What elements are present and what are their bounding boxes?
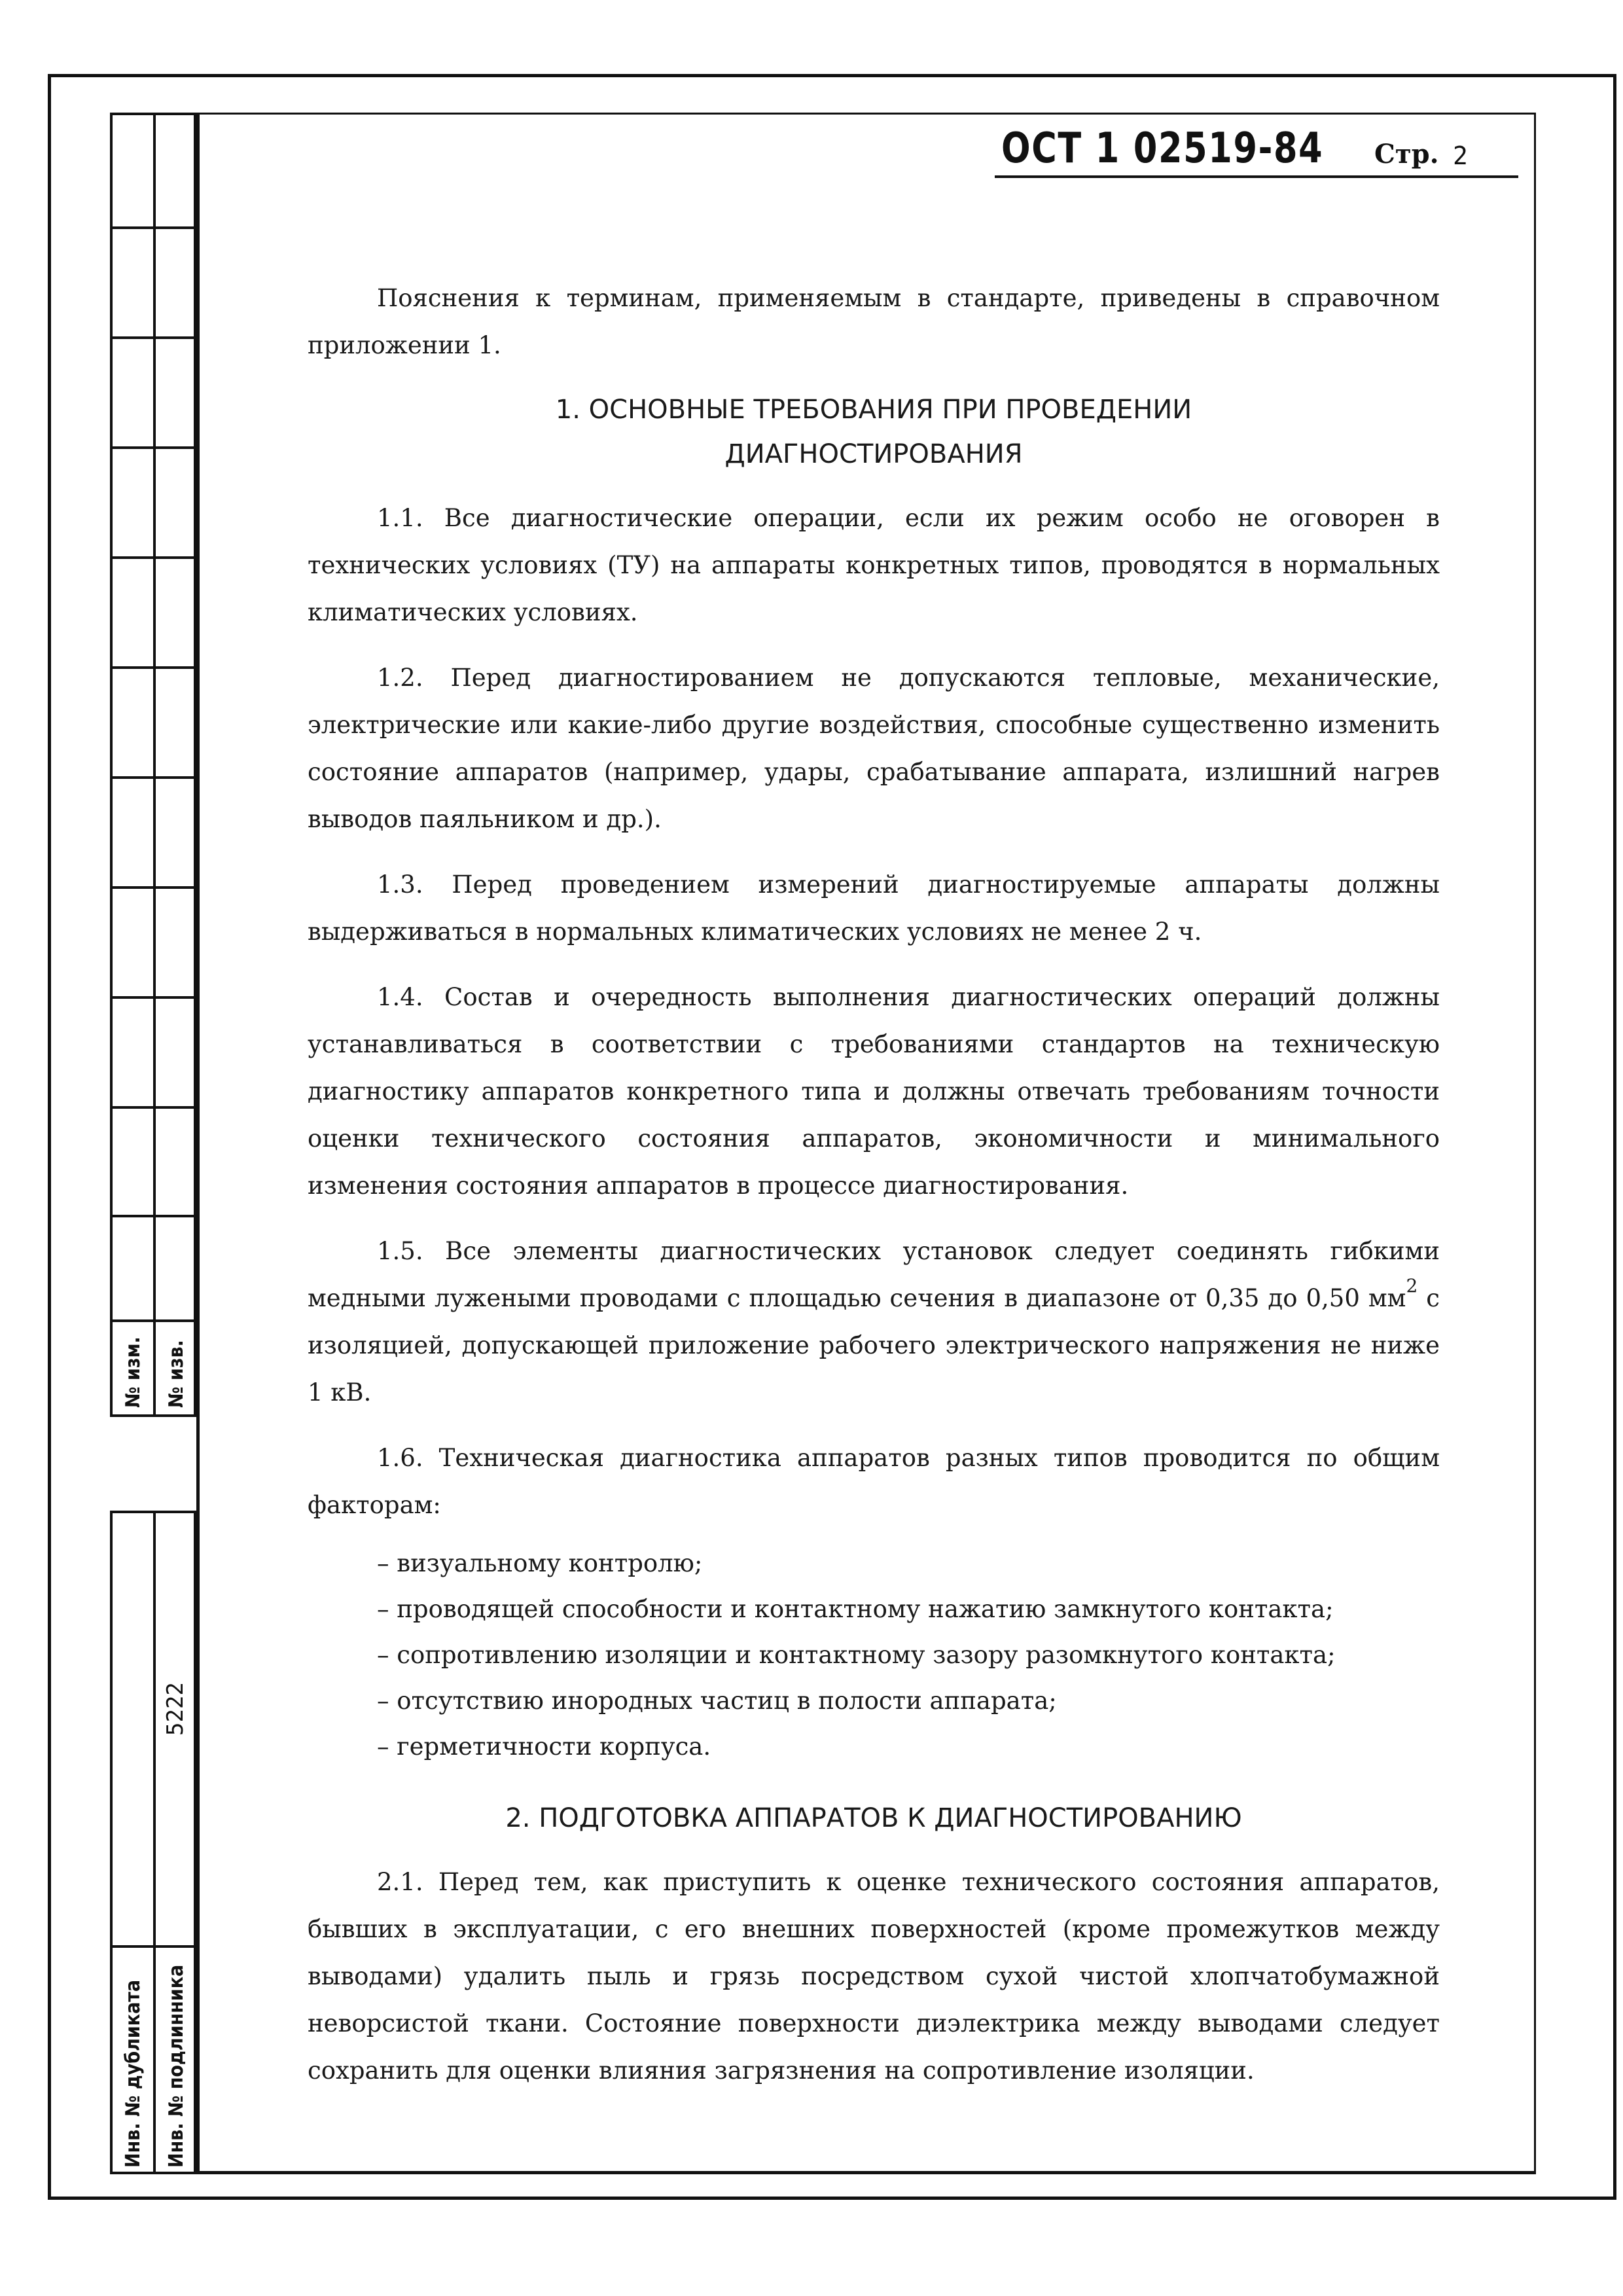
strip-row-line — [113, 1106, 194, 1109]
strip-row-line — [113, 666, 194, 669]
section-1-title-line1: 1. ОСНОВНЫЕ ТРЕБОВАНИЯ ПРИ ПРОВЕДЕНИИ — [555, 395, 1192, 425]
strip-row-line — [113, 1945, 194, 1948]
strip-row-line — [113, 556, 194, 559]
paragraph-1-2: 1.2. Перед диагностированием не допускаются тепловые, механические, электрические или какие-либо другие воздействия, способные существенно изменить состояние аппаратов (например, удары, срабатывание аппарата, излишний нагрев выводов паяльником и др.). — [308, 664, 1440, 833]
page-label: Стр. — [1374, 139, 1439, 170]
document-code: ОСТ 1 02519-84 — [1001, 124, 1324, 173]
list-item: – отсутствию инородных частиц в полости аппарата; — [377, 1687, 1057, 1715]
document-header — [1001, 124, 1518, 177]
strip-row-line — [113, 1319, 194, 1322]
paragraph-2-1: 2.1. Перед тем, как приступить к оценке технического состояния аппаратов, бывших в эксплуатации, с его внешних поверхностей (кроме промежутков между выводами) удалить пыль и грязь посредством сухой чистой хлопчатобумажной неворсистой ткани. Состояние поверхности диэлектрика между выводами следует сохранить для оценки влияния загрязнения на сопротивление изоляции. — [308, 1868, 1440, 2085]
paragraph-1-5-part-a: 1.5. Все элементы диагностических установок следует соединять гибкими медными лужеными проводами с площадью сечения в диапазоне от 0,35 до 0,50 мм — [308, 1237, 1440, 1312]
strip-row-line — [113, 886, 194, 889]
paragraph-1-5-part-b: с изоляцией, допускающей приложение рабочего электрического напряжения не ниже 1 кВ. — [308, 1284, 1440, 1407]
label-no-izm: № изм. — [122, 1336, 145, 1408]
label-inv-original: Инв. № подлинника — [165, 1964, 188, 2168]
header-underline — [995, 175, 1518, 178]
section-1-title-line2: ДИАГНОСТИРОВАНИЯ — [724, 439, 1023, 469]
strip-divider — [153, 115, 156, 1414]
paragraph-1-3: 1.3. Перед проведением измерений диагностируемые аппараты должны выдерживаться в нормальных климатических условиях не менее 2 ч. — [308, 870, 1440, 946]
strip-row-line — [113, 996, 194, 999]
list-item: – проводящей способности и контактному нажатию замкнутого контакта; — [377, 1595, 1334, 1623]
strip-divider — [153, 1513, 156, 2172]
list-item: – герметичности корпуса. — [377, 1732, 711, 1761]
strip-row-line — [113, 336, 194, 339]
superscript-squared: 2 — [1406, 1275, 1418, 1297]
list-item: – сопротивлению изоляции и контактному зазору разомкнутого контакта; — [377, 1641, 1336, 1669]
section-1-heading — [308, 387, 1440, 476]
strip-row-line — [113, 1215, 194, 1217]
paragraph-1-5 — [308, 1228, 1440, 1416]
section-2-heading: 2. ПОДГОТОВКА АППАРАТОВ К ДИАГНОСТИРОВАНИЮ — [505, 1803, 1242, 1833]
strip-row-line — [113, 446, 194, 449]
list-item: – визуальному контролю; — [377, 1549, 703, 1577]
paragraph-1-4: 1.4. Состав и очередность выполнения диагностических операций должны устанавливаться в соответствии с требованиями стандартов на техническую диагностику аппаратов конкретного типа и должны отвечать требованиям точности оценки технического состояния аппаратов, экономичности и минимального изменения состояния аппаратов в процессе диагностирования. — [308, 983, 1440, 1200]
original-inventory-number: 5222 — [162, 1682, 188, 1736]
strip-row-line — [113, 226, 194, 229]
strip-row-line — [113, 776, 194, 779]
inventory-strip — [110, 1511, 196, 2174]
paragraph-1-6: 1.6. Техническая диагностика аппаратов разных типов проводится по общим факторам: — [308, 1444, 1440, 1519]
label-no-izv: № изв. — [165, 1340, 188, 1408]
intro-paragraph: Пояснения к терминам, применяемым в стандарте, приведены в справочном приложении 1. — [308, 284, 1440, 359]
label-inv-duplicate: Инв. № дубликата — [122, 1979, 145, 2168]
paragraph-1-1: 1.1. Все диагностические операции, если их режим особо не оговорен в технических условиях (ТУ) на аппараты конкретных типов, проводятся в нормальных климатических условиях. — [308, 504, 1440, 626]
factor-list — [308, 1541, 1440, 1770]
revision-strip — [110, 113, 196, 1417]
page-number: 2 — [1453, 141, 1468, 170]
document-body — [308, 275, 1440, 2113]
